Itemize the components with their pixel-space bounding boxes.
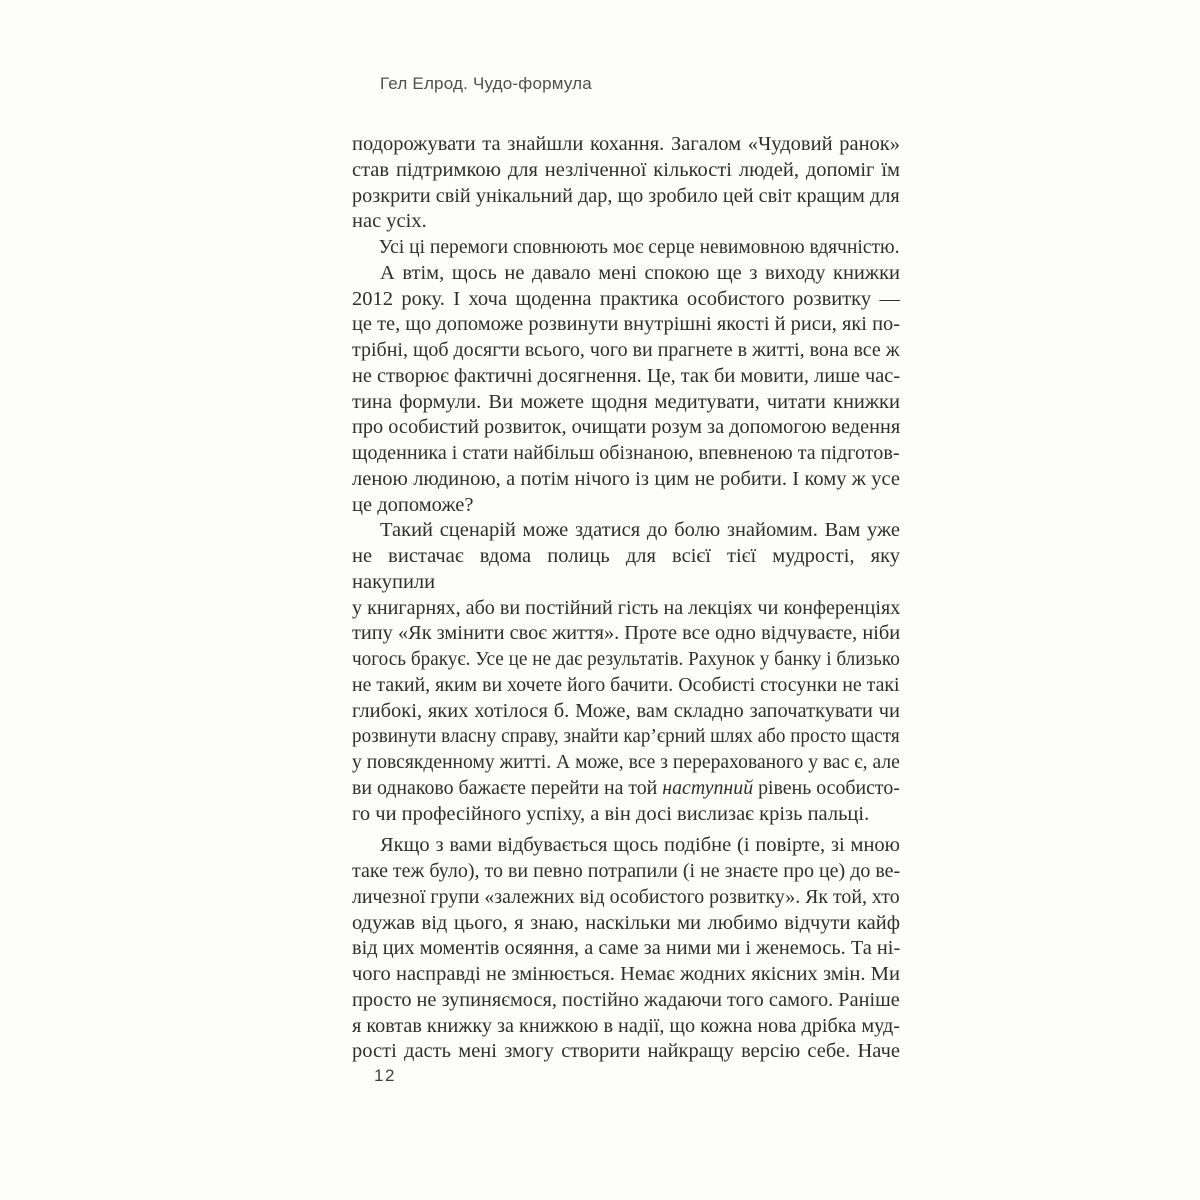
text-line: Усі ці перемоги сповнюють моє серце невимовною вдячністю. (378, 236, 900, 258)
text-line: чогось бракує. Усе це не дає результатів. Рахунок у банку і близько (352, 648, 900, 670)
text-line: глибокі, яких хотілося б. Може, вам складно започаткувати чи (352, 699, 900, 722)
text-line: від цих моментів осяяння, а саме за ними ми і женемось. Та ні- (352, 937, 901, 960)
text-line: го чи професійного успіху, а він досі вислизає крізь пальці. (352, 802, 870, 825)
text-line: не вистачає вдома полиць для всієї тієї мудрості, яку накупили (352, 545, 900, 593)
paragraph (352, 518, 900, 827)
text-line: став підтримкою для незліченної кількості людей, допоміг їм (352, 158, 900, 181)
text-line: 2012 року. І хоча щоденна практика особистого розвитку — (352, 287, 900, 310)
text-line: таке теж було), то ви певно потрапили (і не знаєте про це) до ве- (352, 860, 901, 882)
text-line: чого насправді не змінюється. Немає жодних якісних змін. Ми (352, 963, 900, 985)
text-line: леною людиною, а потім нічого із цим не робити. І кому ж усе (352, 467, 900, 490)
text-line: одужав від цього, я знаю, наскільки ми любимо відчути кайф (352, 911, 900, 934)
text-line: розвинути власну справу, знайти кар’єрний шлях або просто щастя (352, 725, 900, 748)
text-line: у книгарнях, або ви постійний гість на лекціях чи конференціях (352, 596, 901, 619)
text-line: Такий сценарій може здатися до болю знайомим. Вам уже (380, 519, 900, 542)
text-line: не створює фактичні досягнення. Це, так би мовити, лише час- (352, 364, 901, 387)
italic-text: наступний (662, 776, 754, 799)
text-line: тина формули. Ви можете щодня медитувати, читати книжки (352, 390, 900, 413)
text-line: подорожувати та знайшли кохання. Загалом «Чудовий ранок» (352, 133, 900, 155)
text-line: Якщо з вами відбувається щось подібне (і повірте, зі мною (380, 834, 900, 857)
paragraph (352, 132, 900, 235)
text-line: личезної групи «залежних від особистого розвитку». Як той, хто (352, 885, 900, 908)
text-line: ви однаково бажаєте перейти на той наступний рівень особисто- (352, 776, 900, 799)
text-line: розкрити свій унікальний дар, що зробило цей світ кращим для (352, 184, 900, 207)
text-line: щоденника і стати найбільш обізнаною, впевненою та підготов- (352, 442, 900, 464)
text-line: про особистий розвиток, очищати розум за допомогою ведення (352, 416, 901, 439)
text-line: це допоможе? (352, 493, 474, 516)
text-block (352, 132, 900, 1065)
paragraph (352, 261, 900, 519)
text-line: нас усіх. (352, 210, 427, 233)
text-line: це те, що допоможе розвинути внутрішні якості й риси, які по- (352, 313, 901, 336)
text-line: не такий, яким ви хочете його бачити. Особисті стосунки не такі (352, 673, 900, 696)
text-line: я ковтав книжку за книжкою в надії, що кожна нова дрібка муд- (352, 1014, 900, 1037)
paragraph (352, 833, 900, 1065)
text-line: просто не зупиняємося, постійно жадаючи того самого. Раніше (352, 988, 900, 1011)
page-number: 12 (374, 1066, 396, 1085)
running-header: Гел Елрод. Чудо-формула (380, 74, 592, 93)
paragraph (352, 235, 900, 261)
text-line: трібні, щоб досягти всього, чого ви прагнете в житті, вона все ж (352, 339, 900, 361)
text-line: у повсякденному житті. А може, все з перерахованого у вас є, але (352, 751, 900, 773)
text-line: рості дасть мені змогу створити найкращу версію себе. Наче (352, 1040, 900, 1063)
text-line: типу «Як змінити своє життя». Проте все одно відчуваєте, ніби (352, 622, 901, 645)
text-line: А втім, щось не давало мені спокою ще з виходу книжки (380, 261, 900, 284)
